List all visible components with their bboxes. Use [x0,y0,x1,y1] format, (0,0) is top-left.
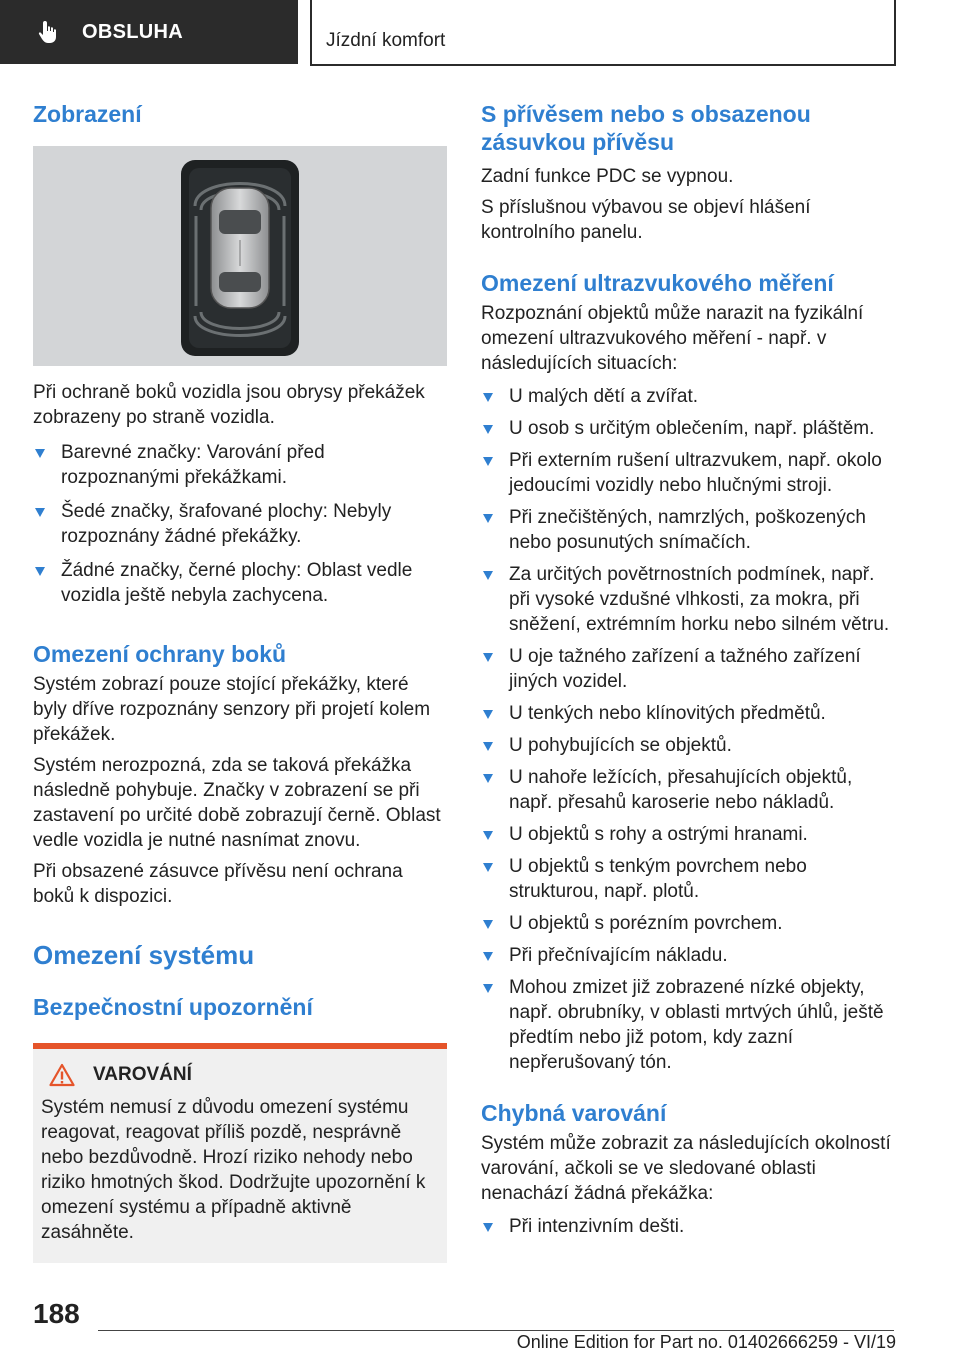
list-item: Žádné značky, černé plochy: Oblast vedle vozidla ještě nebyla zachycena. [33,558,447,608]
list-item: Při externím rušení ultrazvukem, např. okolo jedoucími vozidly nebo hlučnými stroji. [481,448,895,498]
triangle-bullet-icon [35,449,45,458]
hand-icon [36,19,62,45]
list-item: U nahoře ležících, přesahujících objektů, např. přesahů karoserie nebo nákladů. [481,765,895,815]
triangle-bullet-icon [483,774,493,783]
side-protection-figure [33,146,447,366]
ultrazvuk-bullets [481,384,895,1075]
triangle-bullet-icon [483,653,493,662]
triangle-bullet-icon [483,425,493,434]
list-item: U objektů s porézním povrchem. [481,911,895,936]
privesem-text-1: Zadní funkce PDC se vypnou. [481,166,734,187]
triangle-bullet-icon [483,571,493,580]
left-column [33,100,447,1263]
list-item: U pohybujících se objektů. [481,733,895,758]
chapter-title: Jízdní komfort [326,30,446,51]
privesem-text-2: S příslušnou výbavou se objeví hlášení kontrolního panelu. [481,197,811,243]
triangle-bullet-icon [483,457,493,466]
header-border-right [894,0,896,66]
list-item: U malých dětí a zvířat. [481,384,895,409]
triangle-bullet-icon [35,508,45,517]
triangle-bullet-icon [483,710,493,719]
warning-triangle-icon [49,1063,75,1087]
list-item: Šedé značky, šrafované plochy: Nebyly rozpoznány žádné překážky. [33,499,447,549]
triangle-bullet-icon [483,742,493,751]
list-item: Barevné značky: Varování před rozpoznanými překážkami. [33,440,447,490]
heading-omezeni-ochrany: Omezení ochrany boků [33,641,287,667]
warning-header [49,1063,439,1087]
list-item: Při znečištěných, namrzlých, poškozených nebo posunutých snímačích. [481,505,895,555]
triangle-bullet-icon [483,920,493,929]
chybna-bullets [481,1214,895,1239]
header-divider [310,0,312,64]
heading-privesem: S přívěsem nebo s obsazenou zásuvkou přívěsu [481,101,811,155]
list-item: Při intenzivním dešti. [481,1214,895,1239]
heading-omezeni-systemu: Omezení systému [33,940,255,970]
list-item: Za určitých povětrnostních podmínek, např. při vysoké vzdušné vlhkosti, za mokra, při sněžení, extrémním horku nebo silném větru. [481,562,895,637]
triangle-bullet-icon [483,1223,493,1232]
list-item: U osob s určitým oblečením, např. pláštěm. [481,416,895,441]
warning-text: Systém nemusí z důvodu omezení systému reagovat, reagovat příliš pozdě, nesprávně nebo bezdůvodně. Hrozí riziko nehody nebo riziko hmotných škod. Dodržujte upozornění k omezení systému a případně aktivně zasáhněte. [41,1097,426,1243]
page-number: 188 [33,1298,80,1329]
heading-zobrazeni: Zobrazení [33,101,142,127]
heading-ultrazvuk: Omezení ultrazvukového měření [481,270,834,296]
omezeni-text-3: Při obsazené zásuvce přívěsu není ochrana boků k dispozici. [33,861,403,907]
edition-text: Online Edition for Part no. 01402666259 - VI/19 [516,1332,896,1352]
section-label: OBSLUHA [82,20,183,43]
display-bullets [33,440,447,608]
warning-label: VAROVÁNÍ [93,1064,192,1085]
footer-rule [98,1330,894,1331]
triangle-bullet-icon [35,567,45,576]
intro-text: Při ochraně boků vozidla jsou obrysy překážek zobrazeny po straně vozidla. [33,382,425,428]
list-item: U tenkých nebo klínovitých předmětů. [481,701,895,726]
omezeni-text-1: Systém zobrazí pouze stojící překážky, které byly dříve rozpoznány senzory při projetí kolem překážek. [33,674,431,745]
heading-bezpecnostni: Bezpečnostní upozornění [33,994,313,1020]
header-underline [310,64,896,66]
chybna-text: Systém může zobrazit za následujících okolností varování, ačkoli se ve sledované oblasti nenachází žádná překážka: [481,1133,891,1204]
list-item: Mohou zmizet již zobrazené nízké objekty, např. obrubníky, v oblasti mrtvých úhlů, ještě předtím nebo již potom, kdy zazní nepřerušovaný tón. [481,975,895,1075]
triangle-bullet-icon [483,863,493,872]
triangle-bullet-icon [483,514,493,523]
list-item: U objektů s rohy a ostrými hranami. [481,822,895,847]
triangle-bullet-icon [483,952,493,961]
list-item: U oje tažného zařízení a tažného zařízení jiných vozidel. [481,644,895,694]
side-protection-graphic [33,146,447,366]
right-column [481,100,895,1239]
triangle-bullet-icon [483,984,493,993]
ultrazvuk-text: Rozpoznání objektů může narazit na fyzikální omezení ultrazvukového měření - např. v následujících situacích: [481,303,864,374]
section-tab [0,0,298,64]
omezeni-text-2: Systém nerozpozná, zda se taková překážka následně pohybuje. Značky v zobrazení se při zastavení po určité době zobrazují černě. Oblast vedle vozidla je nutné nasnímat znovu. [33,755,441,851]
list-item: Při přečnívajícím nákladu. [481,943,895,968]
triangle-bullet-icon [483,393,493,402]
warning-box [33,1043,447,1263]
triangle-bullet-icon [483,831,493,840]
list-item: U objektů s tenkým povrchem nebo strukturou, např. plotů. [481,854,895,904]
heading-chybna: Chybná varování [481,1100,667,1126]
